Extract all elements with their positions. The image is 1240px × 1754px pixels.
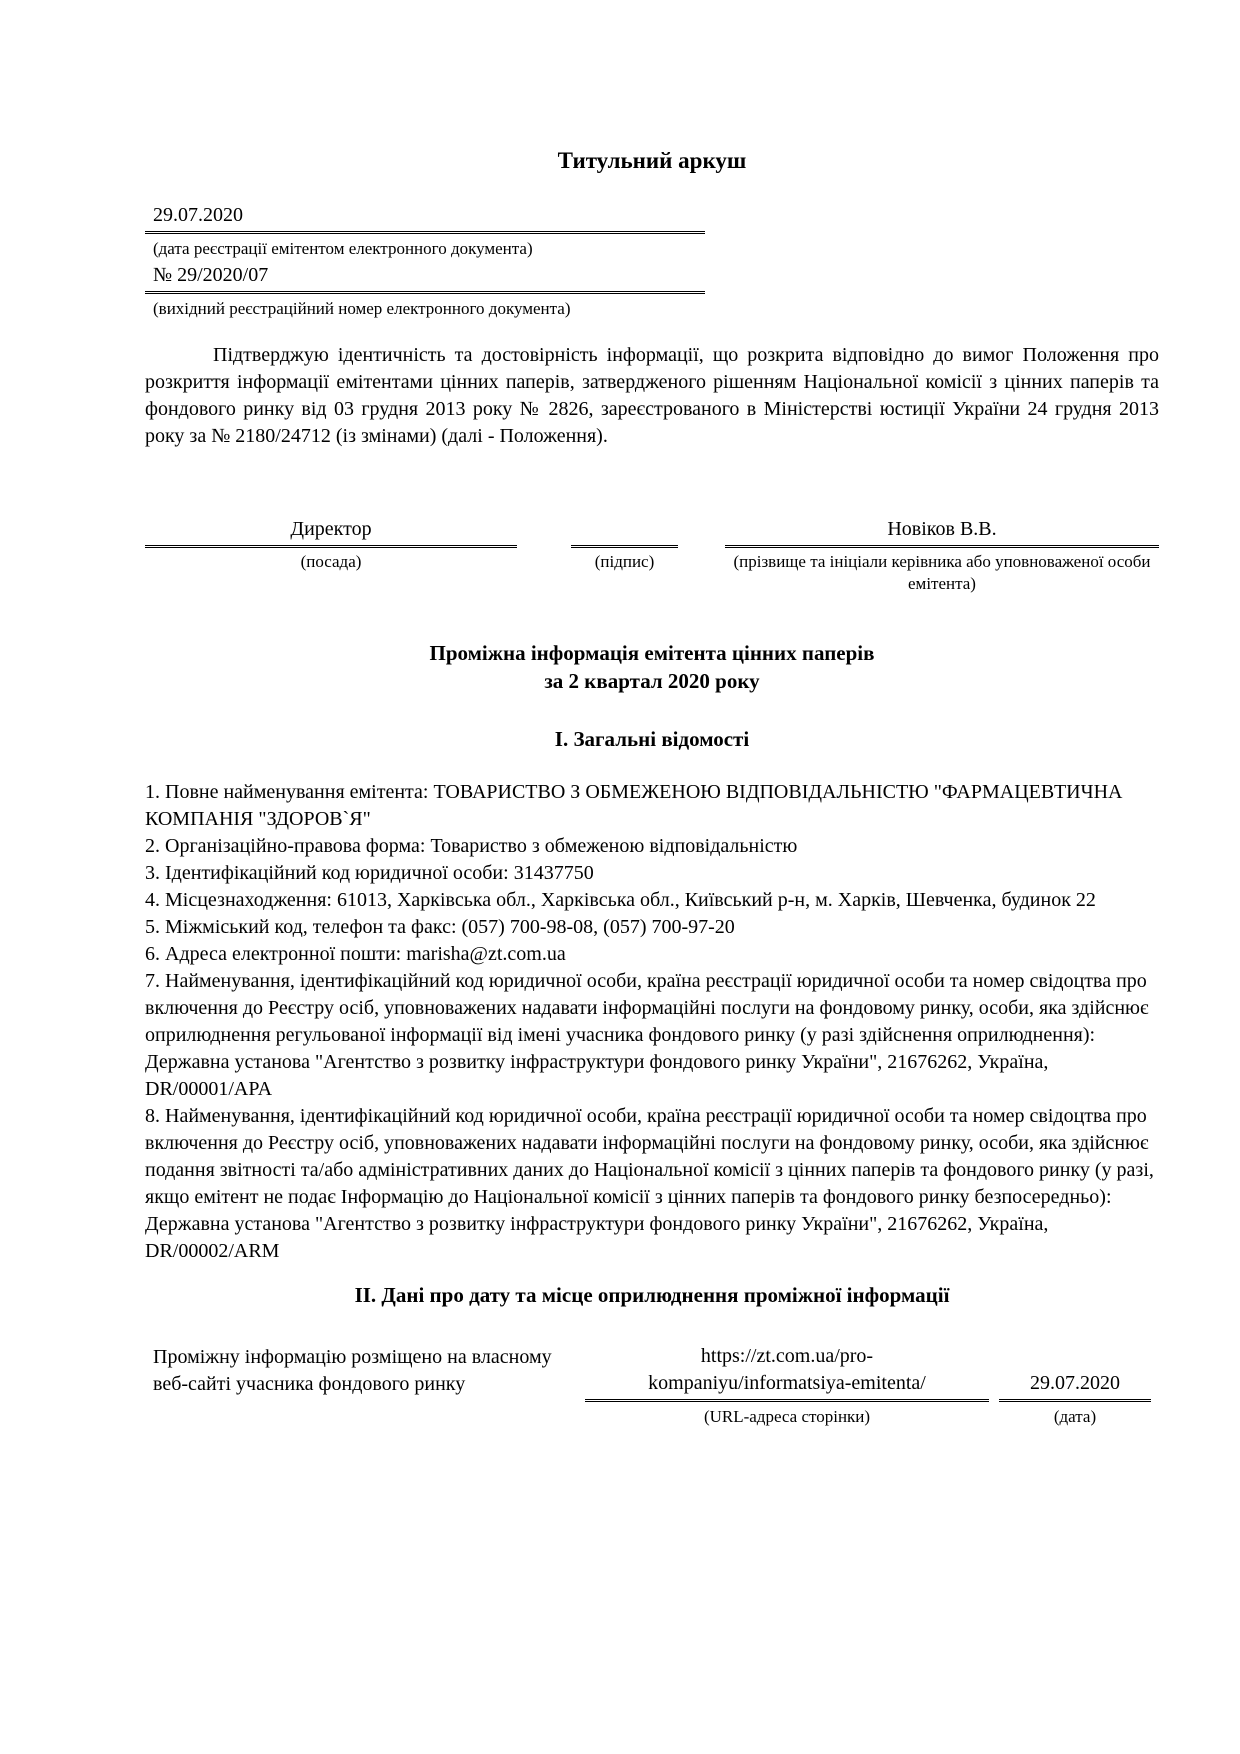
registration-number-value: № 29/2020/07 [145,262,705,294]
signature-sign-column [571,516,678,573]
document-title: Титульний аркуш [557,148,747,173]
section-publication-heading: ІІ. Дані про дату та місце оприлюднення проміжної інформації [354,1283,950,1307]
publication-date-cell [999,1370,1151,1402]
registration-date-value: 29.07.2020 [145,202,705,234]
publication-url-caption: (URL-адреса сторінки) [703,1407,871,1426]
signature-position-column [145,516,517,573]
general-info-item-3: 3. Ідентифікаційний код юридичної особи: 31437750 [145,862,594,884]
general-info-list [145,779,1159,1265]
general-info-item-2: 2. Організаційно-правова форма: Товариство з обмеженою відповідальністю [145,835,798,857]
registration-date-caption: (дата реєстрації емітентом електронного документа) [153,239,533,258]
general-info-item-8: 8. Найменування, ідентифікаційний код юридичної особи, країна реєстрації юридичної особи та номер свідоцтва про включення до Реєстру осіб, уповноважених надавати інформаційні послуги на фондовому ринку, особи, яка здійснює подання звітності та/або адміністративних даних до Національної комісії з цінних паперів та фондового ринку (у разі, якщо емітент не подає Інформацію до Національної комісії з цінних паперів та фондового ринку безпосередньо): Державна установа "Агентство з розвитку інфраструктури фондового ринку України", 21676262, Україна, DR/00002/ARM [145,1105,1154,1262]
confirmation-paragraph: Підтверджую ідентичність та достовірність інформації, що розкрита відповідно до вимог Положення про розкриття інформації емітентами цінних паперів, затвердженого рішенням Національної комісії з цінних паперів та фондового ринку від 03 грудня 2013 року № 2826, зареєстрованого в Міністерстві юстиції України 24 грудня 2013 року за № 2180/24712 (із змінами) (далі - Положення). [145,344,1159,447]
signature-block [145,516,1159,595]
general-info-item-6: 6. Адреса електронної пошти: marisha@zt.com.ua [145,943,566,965]
general-info-item-7: 7. Найменування, ідентифікаційний код юридичної особи, країна реєстрації юридичної особи та номер свідоцтва про включення до Реєстру осіб, уповноважених надавати інформаційні послуги на фондовому ринку, особи, яка здійснює оприлюднення регульованої інформації від імені учасника фондового ринку (у разі здійснення оприлюднення): Державна установа "Агентство з розвитку інфраструктури фондового ринку України", 21676262, Україна, DR/00001/APA [145,970,1149,1100]
publication-url-column [585,1343,989,1428]
publication-placement-text: Проміжну інформацію розміщено на власному веб-сайті учасника фондового ринку [153,1346,552,1395]
registration-number-caption: (вихідний реєстраційний номер електронного документа) [153,299,571,318]
report-title [145,639,1159,695]
publication-table [145,1343,1159,1428]
report-title-line2: за 2 квартал 2020 року [544,669,760,693]
publication-date-caption: (дата) [1053,1407,1097,1426]
publication-date-value: 29.07.2020 [1030,1372,1120,1394]
signature-position-caption: (посада) [300,552,362,571]
publication-date-column [999,1370,1151,1428]
document-content [145,0,1159,1428]
general-info-item-1: 1. Повне найменування емітента: ТОВАРИСТВО З ОБМЕЖЕНОЮ ВІДПОВІДАЛЬНІСТЮ "ФАРМАЦЕВТИЧНА КОМПАНІЯ "ЗДОРОВ`Я" [145,781,1123,830]
signature-name-caption: (прізвище та ініціали керівника або уповноваженої особи емітента) [733,552,1151,593]
publication-url-cell [585,1343,989,1402]
signature-name-column [725,516,1159,595]
section-general-heading: І. Загальні відомості [554,727,750,751]
signature-sign-caption: (підпис) [594,552,655,571]
general-info-item-5: 5. Міжміський код, телефон та факс: (057) 700-98-08, (057) 700-97-20 [145,916,735,938]
general-info-item-4: 4. Місцезнаходження: 61013, Харківська обл., Харківська обл., Київський р-н, м. Харків, Шевченка, будинок 22 [145,889,1096,911]
signature-position-value: Директор [145,516,517,548]
publication-url-value: https://zt.com.ua/pro-kompaniyu/informatsiya-emitenta/ [648,1345,926,1394]
signature-name-value: Новіков В.В. [725,516,1159,548]
signature-sign-line [571,516,678,548]
report-title-line1: Проміжна інформація емітента цінних паперів [429,641,875,665]
